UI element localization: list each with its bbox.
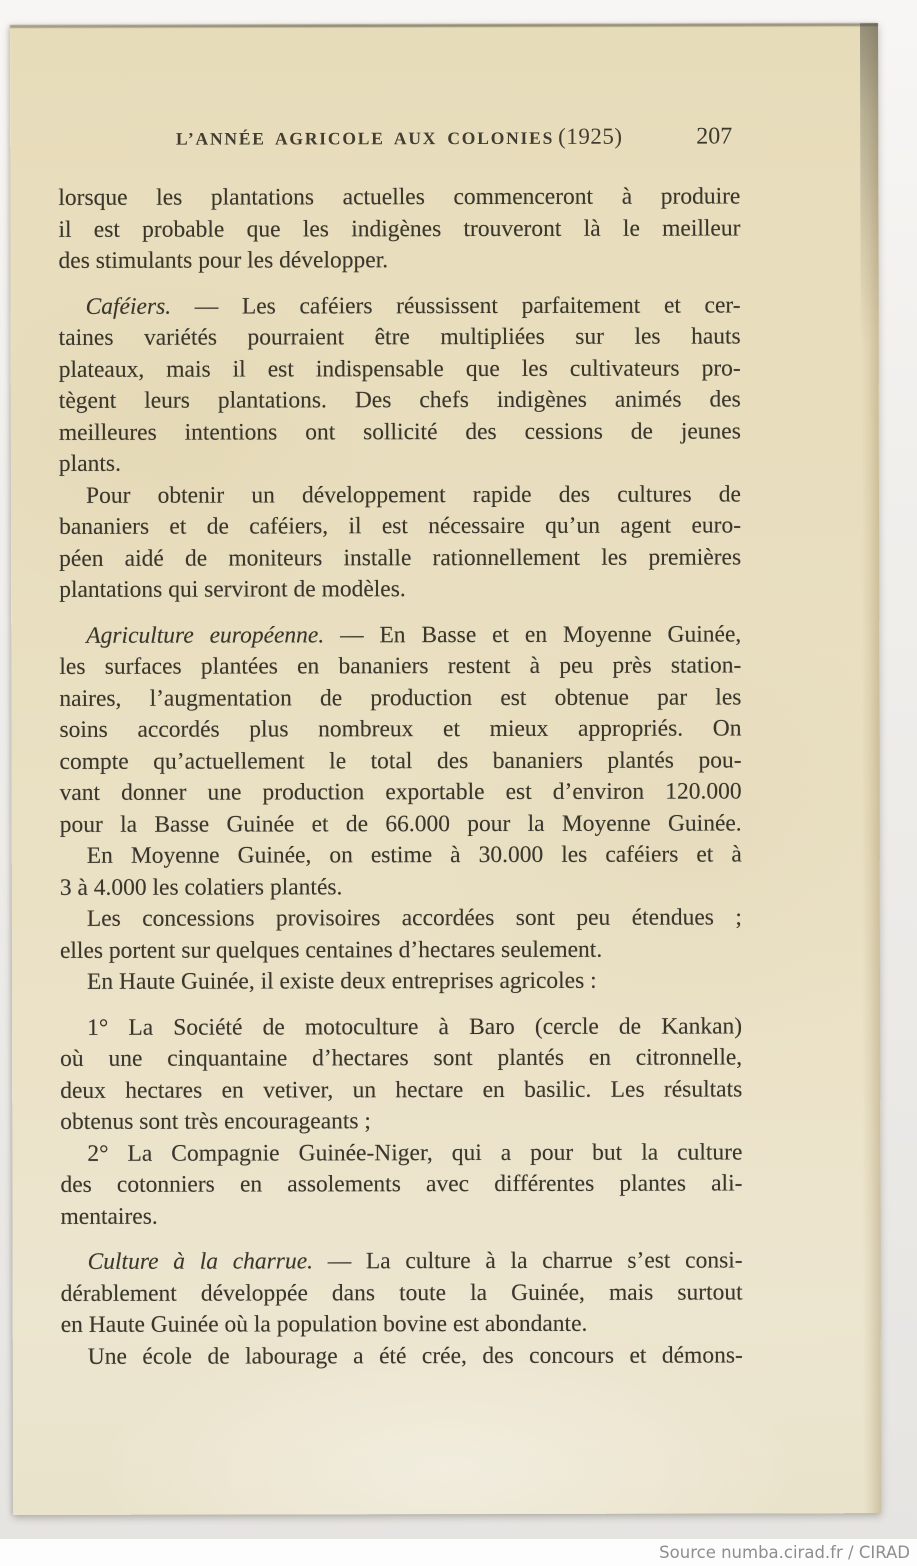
text-line: Une école de labourage a été crée, des concours et démons- xyxy=(87,1341,743,1370)
paragraph xyxy=(61,1245,743,1341)
text-line: dérablement développée dans toute la Guinée, mais surtout xyxy=(60,1278,743,1307)
running-title-year: (1925) xyxy=(558,123,623,149)
text-line: plants. xyxy=(58,450,121,477)
text-line: plateaux, mais il est indispensable que les cultivateurs pro- xyxy=(58,354,741,383)
text-line: Caféiers. — Les caféiers réussissent parfaitement et cer- xyxy=(85,291,741,320)
text-line: lorsque les plantations actuelles commenceront à produire xyxy=(58,183,741,211)
text-line: 1° La Société de motoculture à Baro (cercle de Kankan) xyxy=(87,1012,743,1041)
text-line: les surfaces plantées en bananiers restent à peu près station- xyxy=(59,652,742,680)
running-title: L’ANNÉE AGRICOLE AUX COLONIES xyxy=(175,127,555,149)
paragraph xyxy=(60,1011,742,1138)
text-line: 2° La Compagnie Guinée-Niger, qui a pour but la culture xyxy=(87,1138,743,1167)
text-line: en Haute Guinée où la population bovine est abondante. xyxy=(60,1310,588,1338)
text-line: Pour obtenir un développement rapide des cultures de xyxy=(85,480,742,509)
text-line: deux hectares en vetiver, un hectare en basilic. Les résultats xyxy=(60,1075,743,1104)
text-line: soins accordés plus nombreux et mieux appropriés. On xyxy=(59,715,742,743)
text-line: mentaires. xyxy=(60,1203,158,1230)
page-header xyxy=(58,123,740,158)
text-line: compte qu’actuellement le total des bananiers plantés pou- xyxy=(59,746,742,775)
paragraph xyxy=(59,479,741,606)
text-line: Les concessions provisoires accordées sont peu étendues ; xyxy=(86,904,742,932)
text-line: des stimulants pour les développer. xyxy=(58,247,389,274)
text-line: taines variétés pourraient être multipliées sur les hauts xyxy=(58,323,741,351)
text-line: vant donner une production exportable est d’environ 120.000 xyxy=(59,778,742,806)
text-line: meilleures intentions ont sollicité des cessions de jeunes xyxy=(58,417,741,446)
paragraph-lead: Culture à la charrue. xyxy=(87,1248,314,1275)
text-line: où une cinquantaine d’hectares sont plantés en citronnelle, xyxy=(60,1044,743,1072)
text-line: Culture à la charrue. — La culture à la charrue s’est consi- xyxy=(87,1247,743,1275)
text-line: bananiers et de caféiers, il est nécessaire qu’un agent euro- xyxy=(59,512,742,540)
text-line: il est probable que les indigènes trouveront là le meilleur xyxy=(58,214,741,243)
paragraph xyxy=(60,965,742,998)
text-line: péen aidé de moniteurs installe rationnellement les premières xyxy=(59,543,742,572)
text-line: En Haute Guinée, il existe deux entreprises agricoles : xyxy=(86,967,597,995)
paragraph-lead: Agriculture européenne. xyxy=(86,621,325,649)
paragraph xyxy=(61,1340,743,1373)
paragraph xyxy=(60,902,742,966)
paragraph xyxy=(60,839,742,903)
source-attribution-bar xyxy=(0,1539,917,1566)
text-line: obtenus sont très encourageants ; xyxy=(60,1108,371,1135)
paragraph xyxy=(59,290,741,480)
text-line: plantations qui serviront de modèles. xyxy=(59,576,406,603)
text-line: pour la Basse Guinée et de 66.000 pour la Moyenne Guinée. xyxy=(59,809,742,838)
text-line: En Moyenne Guinée, on estime à 30.000 les caféiers et à xyxy=(86,841,742,869)
page-body xyxy=(58,181,742,1372)
paragraph xyxy=(59,619,741,841)
text-line: des cotonniers en assolements avec différentes plantes ali- xyxy=(60,1170,743,1198)
text-line: tègent leurs plantations. Des chefs indigènes animés des xyxy=(58,386,741,414)
paragraph xyxy=(58,181,740,277)
text-line: elles portent sur quelques centaines d’hectares seulement. xyxy=(59,936,603,964)
paragraph xyxy=(60,1137,742,1233)
text-line: Agriculture européenne. — En Basse et en Moyenne Guinée, xyxy=(86,620,742,649)
page-content xyxy=(10,23,743,1373)
text-line: 3 à 4.000 les colatiers plantés. xyxy=(59,873,343,901)
source-attribution: Source numba.cirad.fr / CIRAD xyxy=(659,1543,910,1562)
book-page xyxy=(10,23,881,1515)
text-line: naires, l’augmentation de production est obtenue par les xyxy=(59,683,742,712)
paragraph-lead: Caféiers. xyxy=(85,293,172,320)
page-number: 207 xyxy=(696,123,733,150)
